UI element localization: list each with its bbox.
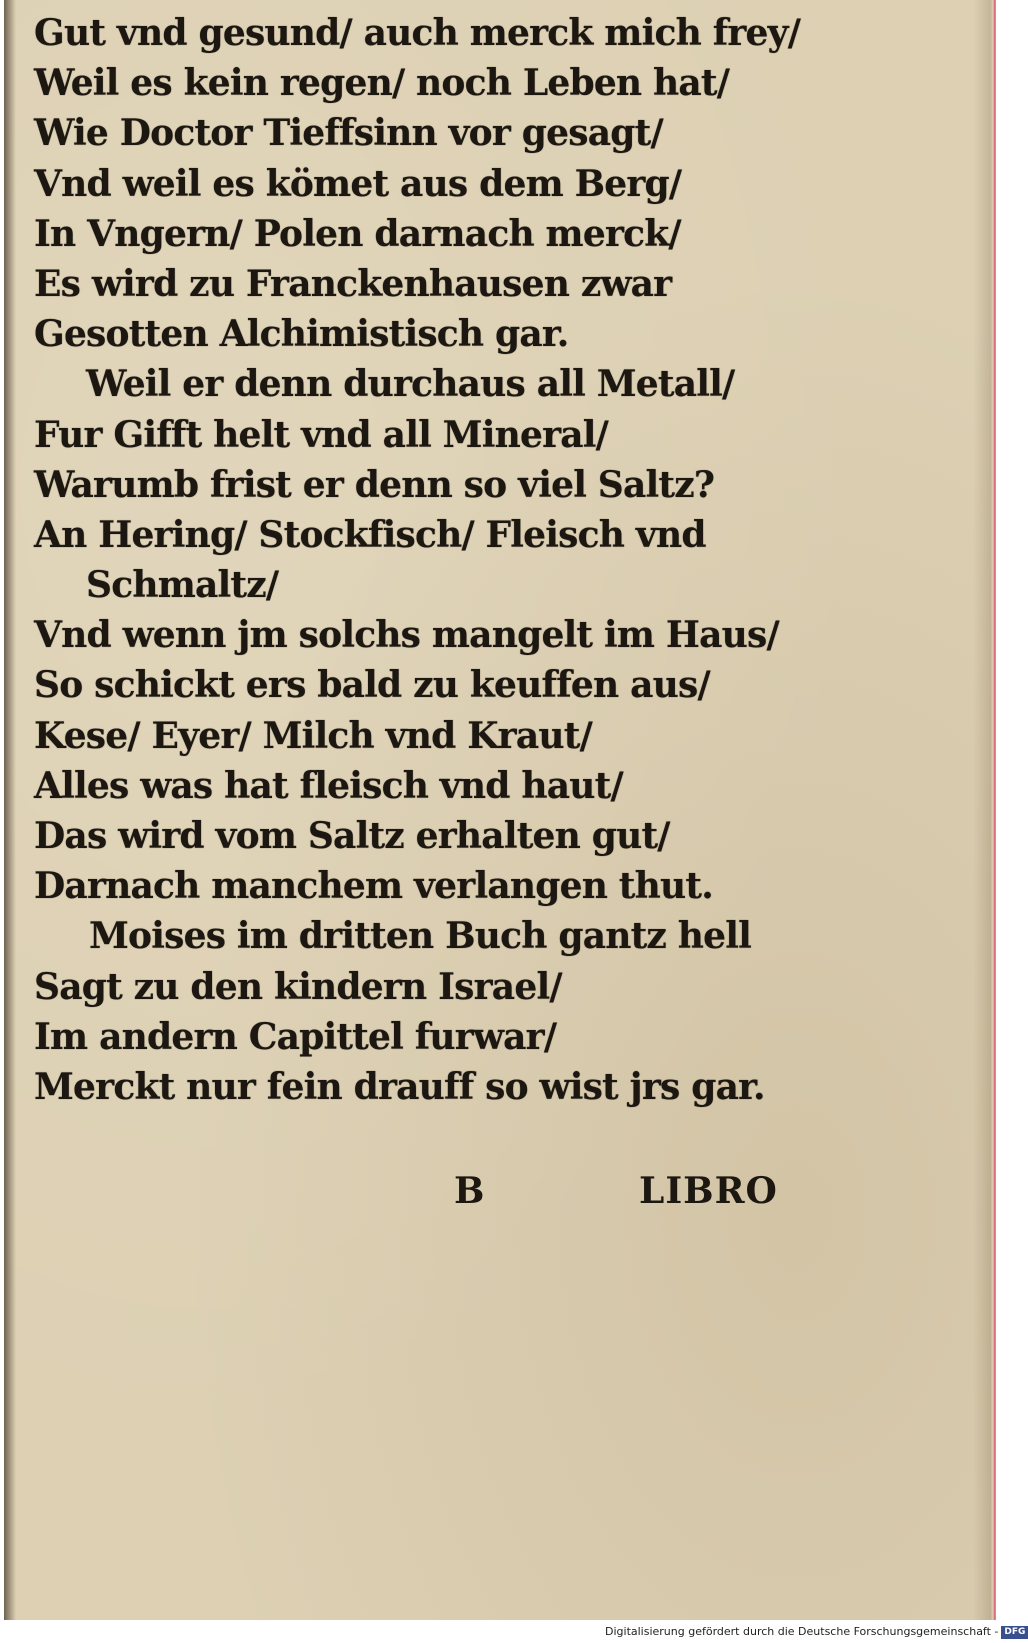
verse-line: In Vngern/ Polen darnach merck/ bbox=[34, 212, 681, 255]
signature-mark: B bbox=[454, 1170, 486, 1212]
page-edge bbox=[991, 0, 996, 1620]
verse-line: Weil es kein regen/ noch Leben hat/ bbox=[34, 62, 730, 105]
verse-line: Es wird zu Franckenhausen zwar bbox=[34, 262, 672, 305]
footer-text: Digitalisierung gefördert durch die Deutsche Forschungsgemeinschaft - bbox=[605, 1625, 999, 1638]
verse-line: Im andern Capittel furwar/ bbox=[34, 1015, 557, 1058]
verse-line: Sagt zu den kindern Israel/ bbox=[34, 965, 562, 1008]
verse-line: Wie Doctor Tieffsinn vor gesagt/ bbox=[34, 112, 663, 155]
verse-line: Merckt nur fein drauff so wist jrs gar. bbox=[34, 1065, 765, 1108]
verse-line: An Hering/ Stockfisch/ Fleisch vnd bbox=[34, 513, 706, 556]
gutter-shadow bbox=[4, 0, 16, 1620]
verse-line: Das wird vom Saltz erhalten gut/ bbox=[34, 815, 670, 857]
verse-line: Gut vnd gesund/ auch merck mich frey/ bbox=[34, 12, 801, 54]
verse-line: Moises im dritten Buch gantz hell bbox=[89, 915, 752, 958]
verse-line: Gesotten Alchimistisch gar. bbox=[34, 313, 569, 356]
catchword: LIBRO bbox=[639, 1170, 778, 1212]
verse-line: Alles was hat fleisch vnd haut/ bbox=[34, 764, 623, 807]
verse-line: Fur Gifft helt vnd all Mineral/ bbox=[34, 413, 608, 456]
verse-line: Vnd weil es kömet aus dem Berg/ bbox=[34, 162, 682, 205]
verse-line: Vnd wenn jm solchs mangelt im Haus/ bbox=[34, 614, 779, 657]
page-edge-shade bbox=[973, 0, 991, 1620]
dfg-logo: DFG bbox=[1001, 1626, 1028, 1639]
verse-line: Kese/ Eyer/ Milch vnd Kraut/ bbox=[34, 714, 592, 757]
verse-line: Warumb frist er denn so viel Saltz? bbox=[34, 463, 715, 506]
verse-line: Darnach manchem verlangen thut. bbox=[34, 865, 713, 908]
verse-line: Schmaltz/ bbox=[86, 564, 279, 607]
digitization-footer bbox=[605, 1624, 1028, 1640]
verse-line: So schickt ers bald zu keuffen aus/ bbox=[34, 664, 710, 707]
verse-text bbox=[34, 8, 834, 1112]
verse-line: Weil er denn durchaus all Metall/ bbox=[86, 363, 735, 406]
book-page bbox=[4, 0, 996, 1620]
